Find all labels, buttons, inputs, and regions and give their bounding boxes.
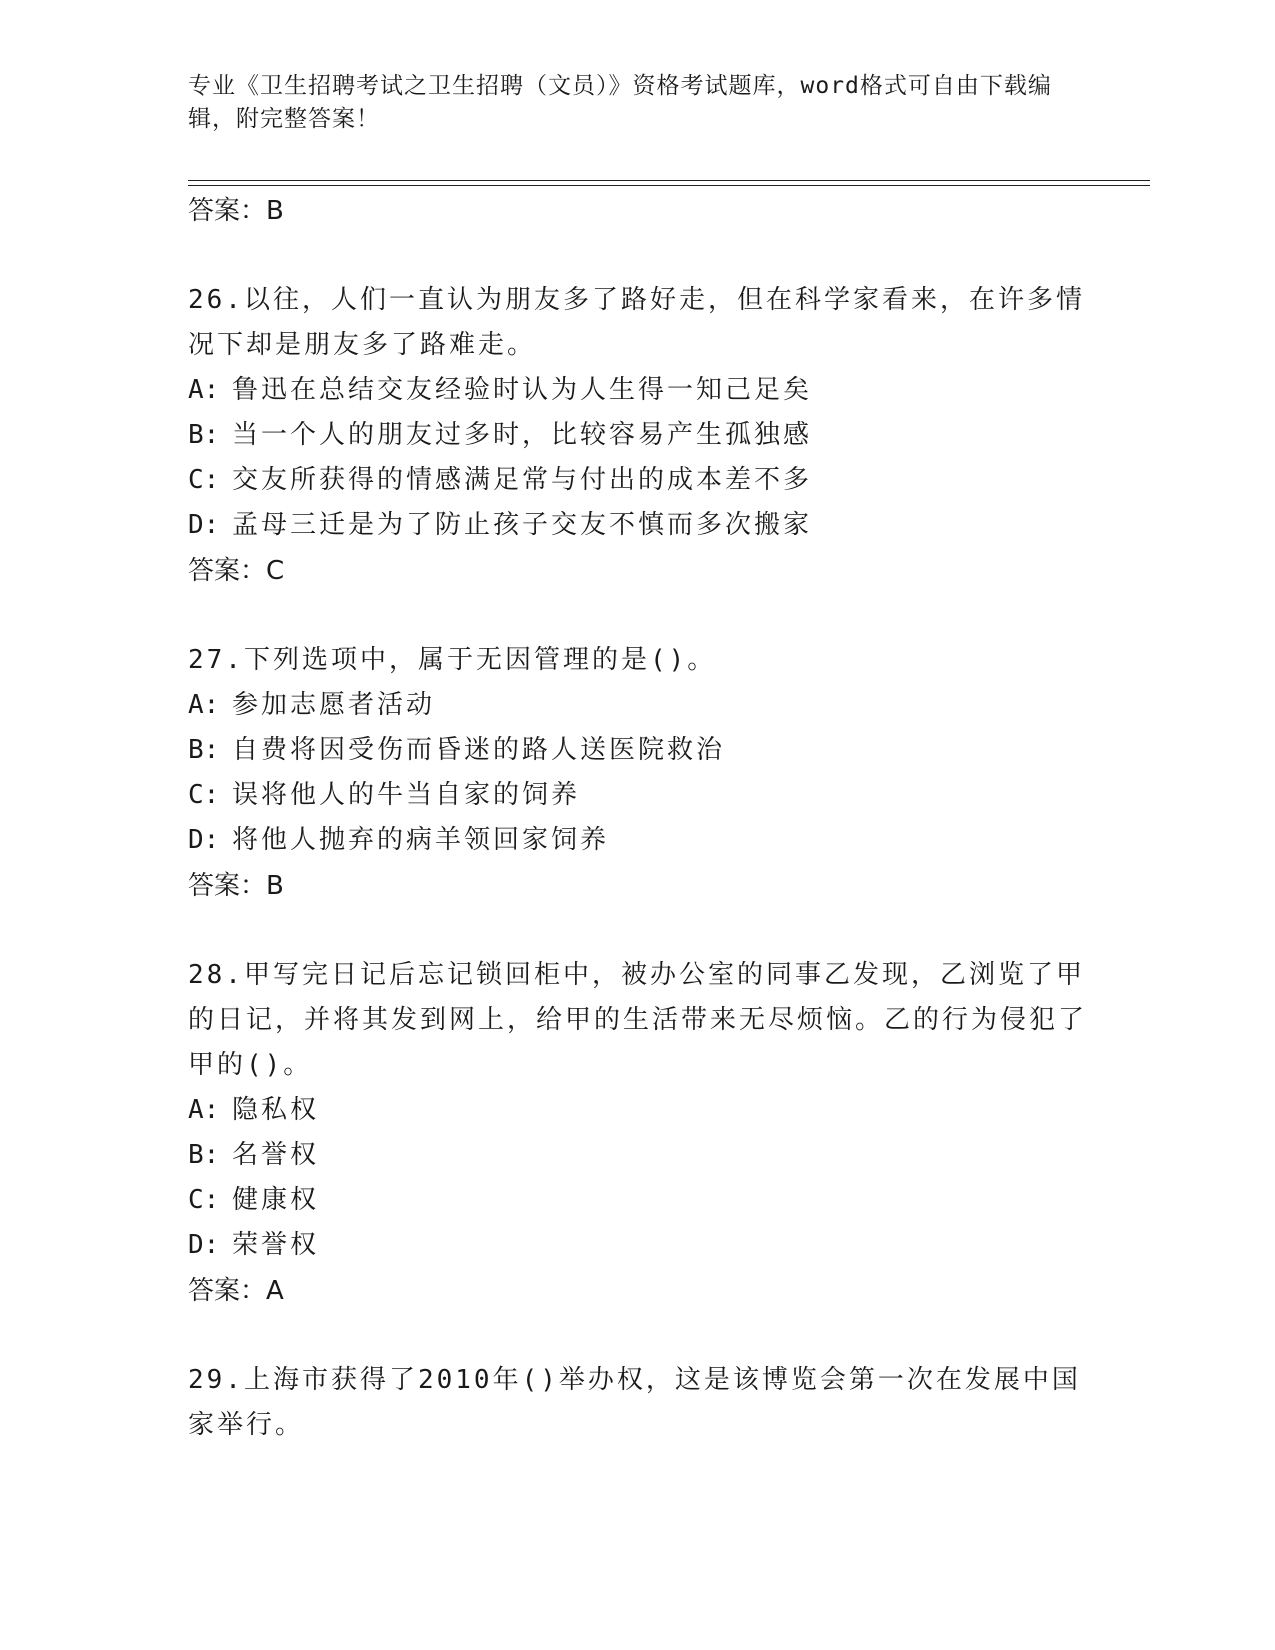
question-spacer (188, 1314, 1088, 1358)
option-key: D: (188, 825, 220, 855)
option-c (188, 1178, 1088, 1223)
answer-line: 答案：B (188, 196, 284, 226)
answer-line: 答案：C (188, 556, 285, 586)
option-a (188, 368, 1088, 413)
question-block (188, 953, 1088, 1314)
option-key: A: (188, 690, 220, 720)
option-key: C: (188, 1185, 220, 1215)
option-text: 名誉权 (232, 1140, 320, 1170)
option-key: D: (188, 510, 220, 540)
option-key: D: (188, 1230, 220, 1260)
question-spacer (188, 234, 1088, 278)
option-text: 当一个人的朋友过多时，比较容易产生孤独感 (232, 420, 813, 450)
option-key: A: (188, 1095, 220, 1125)
option-key: C: (188, 465, 220, 495)
question-stem: 26.以往，人们一直认为朋友多了路好走，但在科学家看来，在许多情况下却是朋友多了路难走。 (188, 285, 1085, 360)
option-key: C: (188, 780, 220, 810)
answer-line: 答案：A (188, 1276, 284, 1306)
option-b (188, 413, 1088, 458)
option-text: 健康权 (232, 1185, 320, 1215)
header-divider-bottom (188, 185, 1150, 186)
option-text: 交友所获得的情感满足常与付出的成本差不多 (232, 465, 813, 495)
option-text: 孟母三迁是为了防止孩子交友不慎而多次搬家 (232, 510, 813, 540)
option-text: 鲁迅在总结交友经验时认为人生得一知己足矣 (232, 375, 813, 405)
option-d (188, 503, 1088, 548)
option-text: 误将他人的牛当自家的饲养 (232, 780, 581, 810)
option-d (188, 818, 1088, 863)
option-text: 隐私权 (232, 1095, 320, 1125)
answer-line: 答案：B (188, 871, 284, 901)
option-b (188, 1133, 1088, 1178)
option-text: 荣誉权 (232, 1230, 320, 1260)
question-stem: 28.甲写完日记后忘记锁回柜中，被办公室的同事乙发现，乙浏览了甲的日记，并将其发到网上，给甲的生活带来无尽烦恼。乙的行为侵犯了甲的()。 (188, 960, 1088, 1080)
header-divider-top (188, 180, 1150, 181)
option-c (188, 773, 1088, 818)
option-b (188, 728, 1088, 773)
question-stem: 29.上海市获得了2010年()举办权，这是该博览会第一次在发展中国家举行。 (188, 1365, 1081, 1440)
option-a (188, 1088, 1088, 1133)
option-key: A: (188, 375, 220, 405)
option-c (188, 458, 1088, 503)
option-text: 参加志愿者活动 (232, 690, 436, 720)
question-spacer (188, 909, 1088, 953)
option-d (188, 1223, 1088, 1268)
option-key: B: (188, 735, 220, 765)
option-text: 将他人抛弃的病羊领回家饲养 (232, 825, 610, 855)
option-key: B: (188, 420, 220, 450)
document-header: 专业《卫生招聘考试之卫生招聘（文员）》资格考试题库，word格式可自由下载编辑，附完整答案！ (188, 73, 1052, 132)
option-a (188, 683, 1088, 728)
question-spacer (188, 594, 1088, 638)
option-key: B: (188, 1140, 220, 1170)
question-list (188, 188, 1088, 1448)
option-text: 自费将因受伤而昏迷的路人送医院救治 (232, 735, 726, 765)
question-block (188, 638, 1088, 909)
question-block (188, 1358, 1088, 1448)
question-block (188, 278, 1088, 594)
question-stem: 27.下列选项中，属于无因管理的是()。 (188, 645, 717, 675)
